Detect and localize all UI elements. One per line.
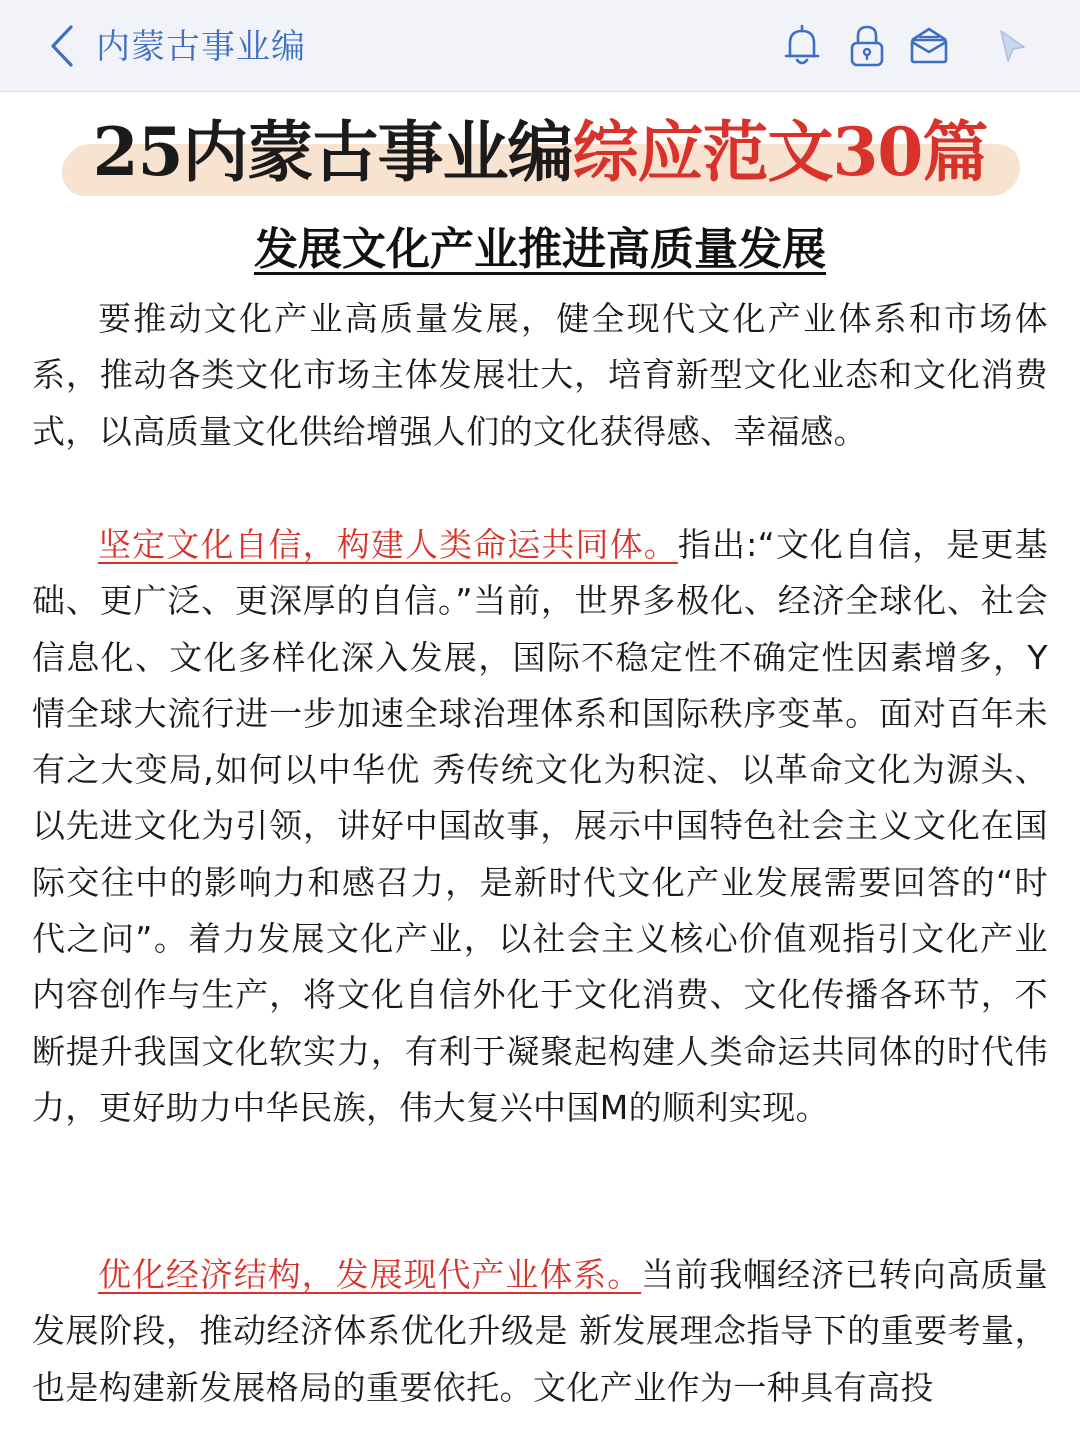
bell-icon	[782, 24, 822, 68]
top-nav-bar	[0, 0, 1080, 92]
back-button[interactable]	[38, 22, 86, 70]
headline-black-part: 25内蒙古事业编	[92, 113, 573, 191]
nav-title: 内蒙古事业编	[96, 27, 306, 67]
mail-icon	[907, 24, 951, 68]
paragraph-1: 要推动文化产业高质量发展，健全现代文化产业体系和市场体系，推动各类文化市场主体发展壮大，培育新型文化业态和文化消费式，以高质量文化供给增强人们的文化获得感、幸福感。	[32, 299, 1048, 451]
share-button[interactable]	[988, 22, 1036, 70]
notification-button[interactable]	[778, 22, 826, 70]
paragraph-3-lead: 优化经济结构，发展现代产业体系。	[98, 1255, 642, 1294]
article-heading-text: 发展文化产业推进高质量发展	[254, 224, 826, 275]
paragraph-3-body: 当前我帼经济已转向高质量发展阶段，推动经济体系优化升级是 新发展理念指导下的重要考量，也是构建新发展格局的重要依托。文化产业作为一种具有高投	[32, 1255, 1048, 1407]
lock-icon	[847, 23, 887, 69]
headline-red-part: 综应范文30篇	[572, 113, 988, 191]
paragraph-2-body: 指出:“文化自信，是更基础、更广泛、更深厚的自信。”当前，世界多极化、经济全球化、社会信息化、文化多样化深入发展，国际不稳定性不确定性因素增多，Y情全球大流行进一步加速全球治理体系和国际秩序变革。面对百年未有之大变局,如何以中华优 秀传统文化为积淀、以革命文化为源头、以先进文化为引领，讲好中国故事，展示中国特色社会主义文化在国际交往中的影响力和感召力，是新时代文化产业发展需要回答的“时代之问”。着力发展文化产业，以社会主义核心价值观指引文化产业内容创作与生产，将文化自信外化于文化消费、文化传播各环节，不断提升我国文化软实力，有利于凝聚起构建人类命运共同体的时代伟力，更好助力中华民族，伟大复兴中国M的顺利实现。	[32, 525, 1048, 1127]
paragraph-2	[32, 517, 1048, 1136]
mail-button[interactable]	[905, 22, 953, 70]
paragraph-2-lead: 坚定文化自信，构建人类命运共同体。	[98, 525, 678, 564]
back-icon	[47, 24, 77, 68]
paragraph-3	[32, 1247, 1048, 1416]
headline	[0, 110, 1080, 194]
lock-button[interactable]	[843, 22, 891, 70]
article-heading	[0, 220, 1080, 280]
headline-banner	[0, 104, 1080, 204]
cursor-icon	[994, 26, 1030, 66]
